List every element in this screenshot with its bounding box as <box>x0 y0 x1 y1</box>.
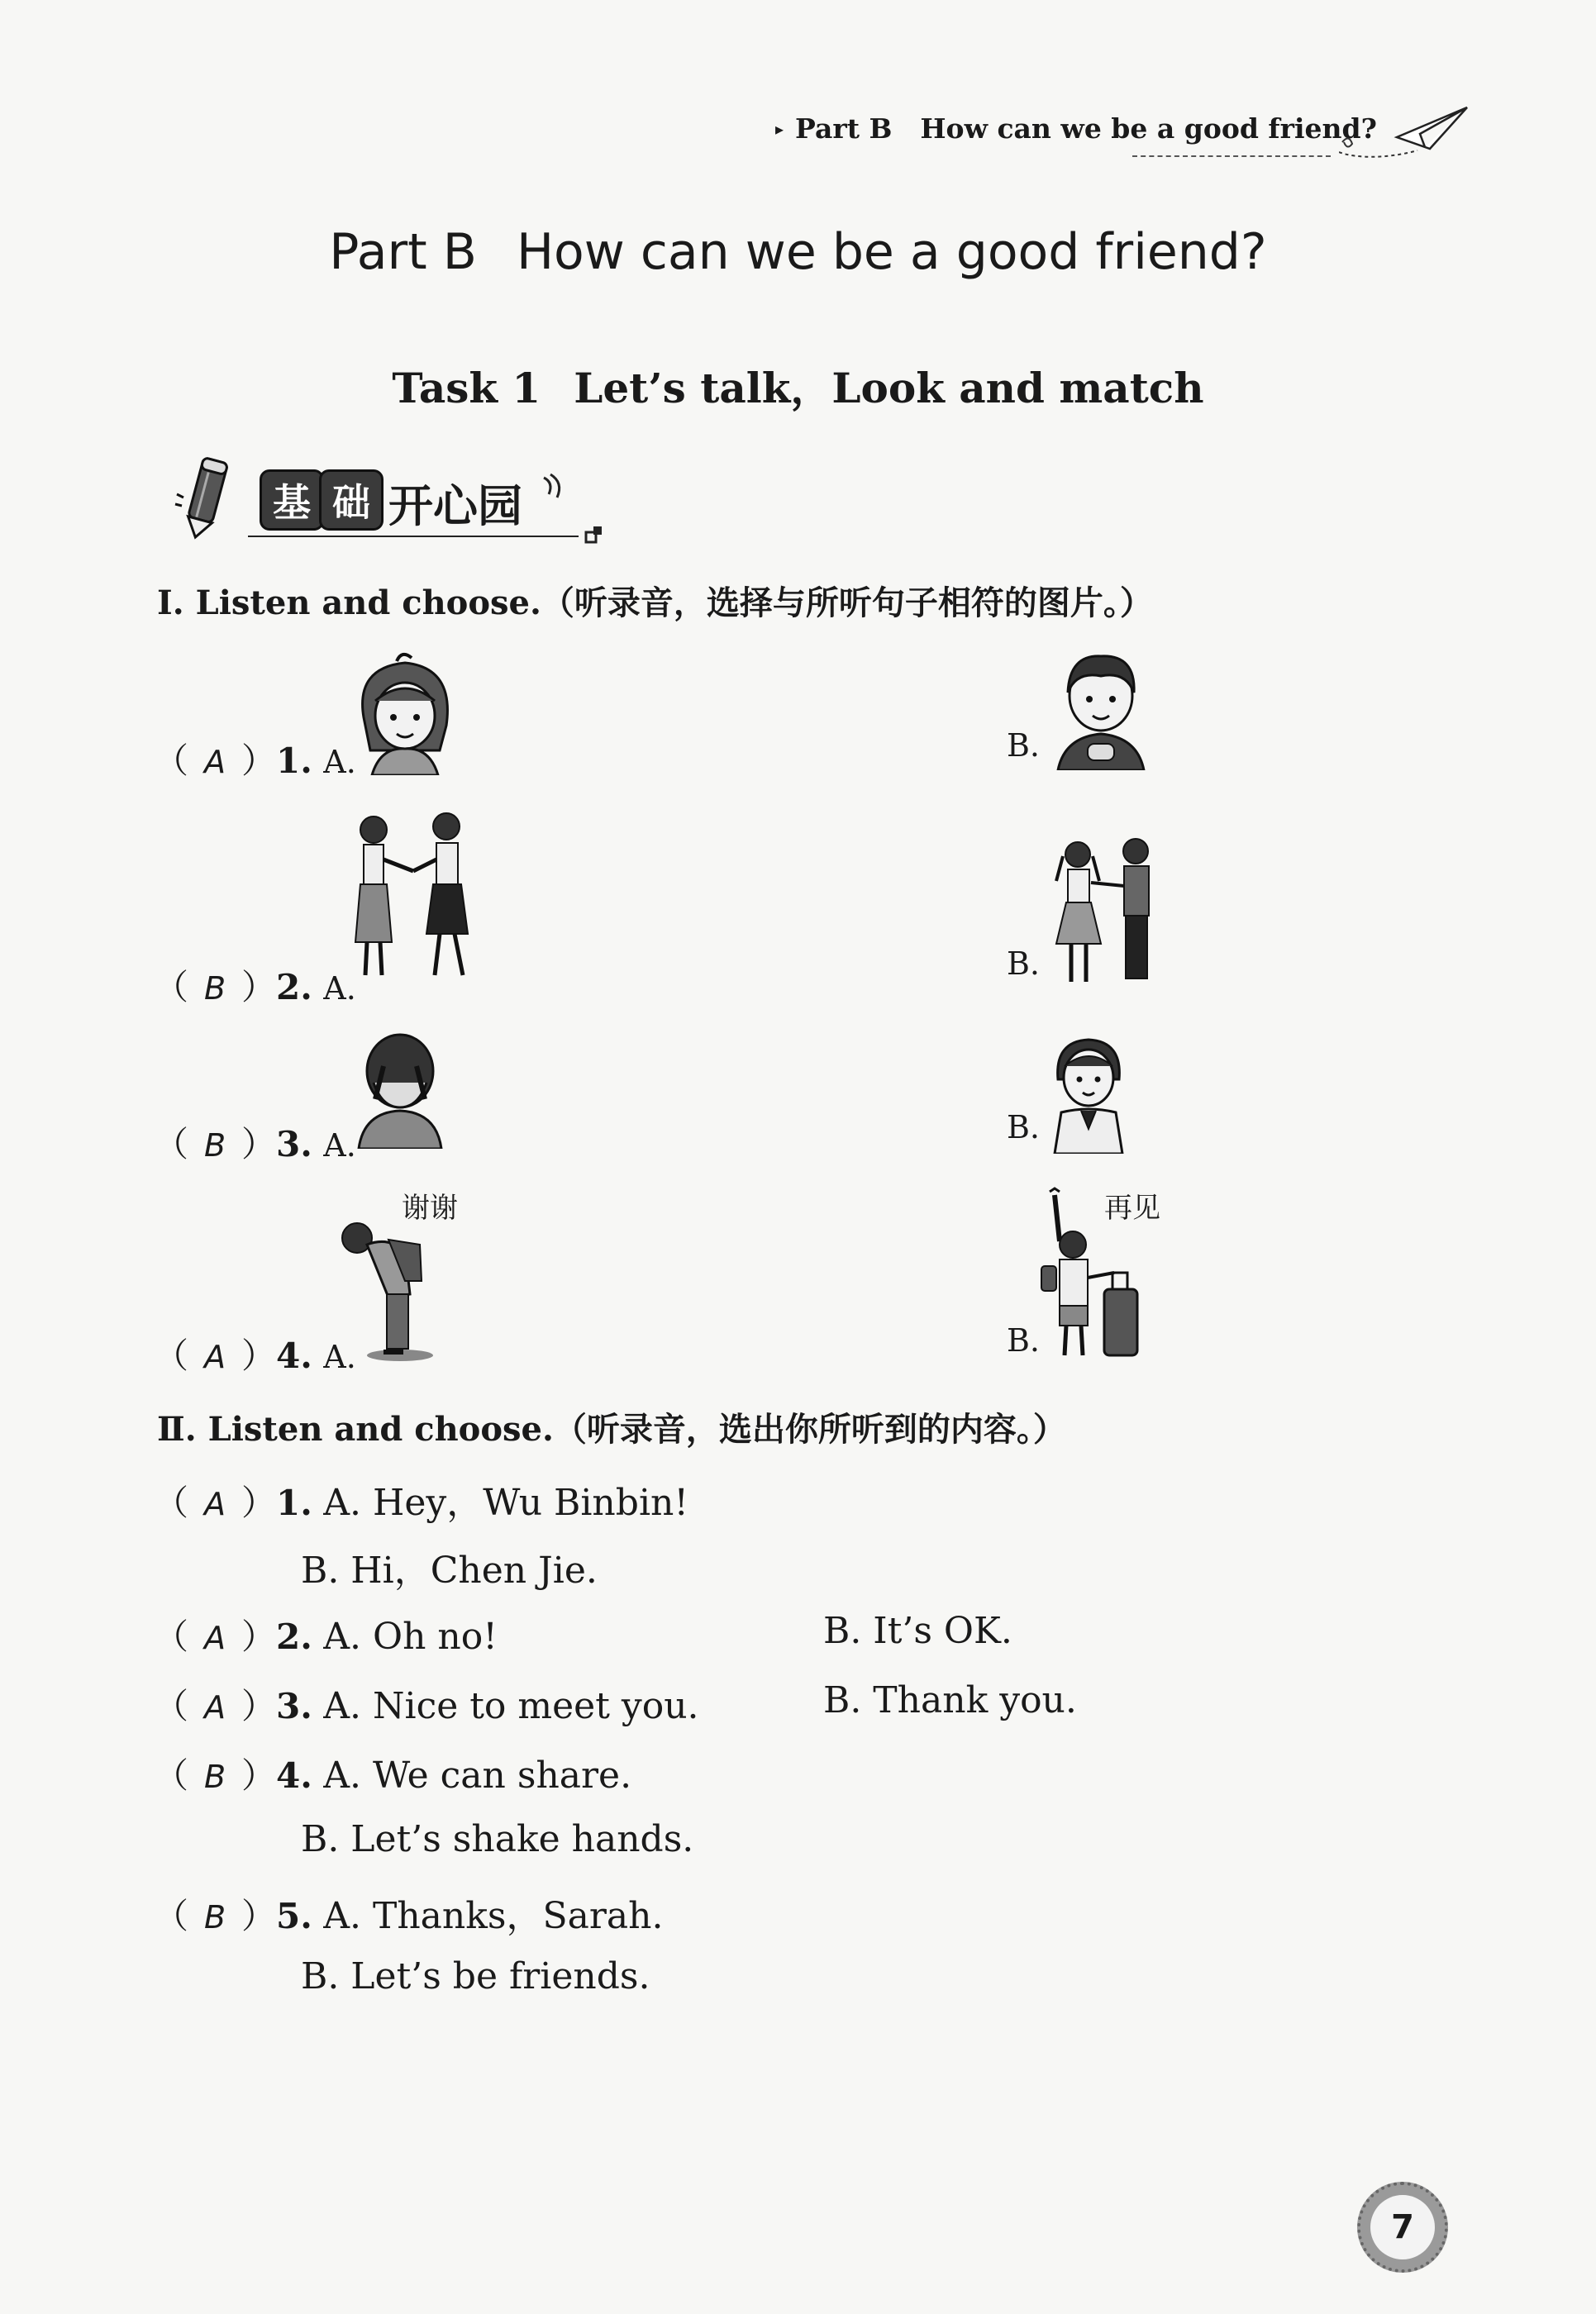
s1-item-4-a-caption: 谢谢 <box>402 1192 458 1225</box>
task-title-task: Task 1 <box>392 364 541 412</box>
s2-item-2-option-a: A. Oh no! <box>323 1616 498 1658</box>
s2-item-3: （ A ）3. A. Nice to meet you. <box>154 1685 699 1727</box>
girl-and-boy-image <box>1043 836 1175 993</box>
banner-text: 开心园 <box>388 480 522 532</box>
s1-item-4-b-caption: 再见 <box>1104 1192 1160 1225</box>
s1-item-4-a-label: A. <box>323 1339 356 1375</box>
running-head-underline <box>1132 155 1331 159</box>
girl-portrait-image <box>347 651 463 775</box>
banner-underline <box>248 536 579 537</box>
s1-item-1-number: 1. <box>276 740 312 781</box>
task-title <box>0 355 1596 415</box>
s1-item-1-answer: A <box>204 744 226 780</box>
s2-item-1-answer: A <box>204 1486 226 1522</box>
s1-item-4-number: 4. <box>276 1336 312 1376</box>
s2-item-5-option-b: B. Let’s be friends. <box>301 1955 650 1997</box>
s1-item-3-number: 3. <box>276 1124 312 1164</box>
s1-item-2-a-label: A. <box>323 970 356 1007</box>
corner-mark-icon <box>584 524 605 545</box>
part-title-text: How can we be a good friend? <box>516 223 1267 281</box>
s2-item-2-option-b: B. It’s OK. <box>823 1610 1012 1652</box>
s2-item-2-answer: A <box>204 1620 226 1656</box>
section-banner <box>174 453 620 552</box>
waving-boy-with-luggage-image <box>1035 1187 1151 1365</box>
s1-item-2-number: 2. <box>276 967 312 1007</box>
s2-item-5-option-a: A. Thanks，Sarah. <box>323 1895 664 1937</box>
s1-item-3-b-label: B. <box>1007 1109 1041 1145</box>
s2-item-3-option-b: B. Thank you. <box>823 1679 1077 1721</box>
s2-item-1-number: 1. <box>276 1483 312 1523</box>
s2-item-1-option-a: A. Hey，Wu Binbin! <box>323 1482 689 1524</box>
part-title <box>0 223 1596 281</box>
paper-plane-icon <box>1339 101 1471 167</box>
part-title-part: Part B <box>329 223 477 281</box>
s2-item-4-answer: B <box>203 1759 226 1795</box>
s2-item-4: （ B ）4. A. We can share. <box>154 1755 632 1797</box>
s2-item-3-answer: A <box>204 1689 226 1726</box>
s2-item-4-option-b: B. Let’s shake hands. <box>301 1818 694 1860</box>
s1-item-2-b-label: B. <box>1007 945 1041 982</box>
s1-item-1-b-label: B. <box>1007 727 1041 764</box>
s2-item-4-option-a: A. We can share. <box>323 1755 632 1797</box>
s2-item-5-answer: B <box>203 1899 226 1935</box>
running-head <box>775 112 1377 145</box>
s1-item-1-a-label: A. <box>323 744 356 780</box>
girl-in-uniform-image <box>1043 1030 1134 1154</box>
sound-wave-icon <box>537 471 570 504</box>
s1-item-3: （ B ）3. A. <box>154 1124 356 1164</box>
s2-item-3-number: 3. <box>276 1686 312 1726</box>
section2-instruction: （听录音，选出你所听到的内容。） <box>553 1411 1066 1449</box>
running-head-part: Part B <box>795 112 893 145</box>
triangle-bullet-icon: ▸ <box>775 119 784 139</box>
s2-item-2: （ A ）2. A. Oh no! <box>154 1616 498 1658</box>
s1-item-2: （ B ）2. A. <box>154 967 356 1007</box>
bowing-boy-image <box>331 1215 446 1364</box>
s2-item-1-option-b: B. Hi，Chen Jie. <box>301 1550 598 1592</box>
boy-portrait-image <box>1051 646 1151 770</box>
s2-item-5-number: 5. <box>276 1896 312 1936</box>
s2-item-4-number: 4. <box>276 1755 312 1796</box>
s1-item-4-b-label: B. <box>1007 1322 1041 1359</box>
crying-boy-image <box>350 1025 450 1149</box>
banner-char-1: 基 <box>260 469 324 531</box>
page-number: 7 <box>1370 2195 1435 2259</box>
banner-char-2: 础 <box>319 469 384 531</box>
section1-instruction: （听录音，选择与所听句子相符的图片。） <box>541 584 1153 622</box>
section1-heading <box>157 577 1153 624</box>
s2-item-2-number: 2. <box>276 1616 312 1657</box>
s1-item-3-answer: B <box>203 1127 226 1164</box>
running-head-title: How can we be a good friend? <box>920 112 1377 145</box>
s1-item-4: （ A ）4. A. <box>154 1336 356 1376</box>
s1-item-2-answer: B <box>203 970 226 1007</box>
section1-heading-text: Ⅰ. Listen and choose. <box>157 583 541 622</box>
task-title-text: Let’s talk，Look and match <box>574 364 1204 412</box>
s1-item-1: （ A ）1. A. <box>154 740 356 781</box>
s1-item-3-a-label: A. <box>323 1127 356 1164</box>
page-number-badge <box>1357 2182 1448 2273</box>
two-girls-shaking-hands-image <box>339 810 488 992</box>
section2-heading <box>157 1403 1066 1450</box>
s1-item-4-answer: A <box>204 1339 226 1375</box>
s2-item-1: （ A ）1. A. Hey，Wu Binbin! <box>154 1482 689 1524</box>
section2-heading-text: Ⅱ. Listen and choose. <box>157 1410 554 1449</box>
s2-item-3-option-a: A. Nice to meet you. <box>323 1685 699 1727</box>
s2-item-5: （ B ）5. A. Thanks，Sarah. <box>154 1895 664 1937</box>
pencil-icon <box>174 453 240 544</box>
